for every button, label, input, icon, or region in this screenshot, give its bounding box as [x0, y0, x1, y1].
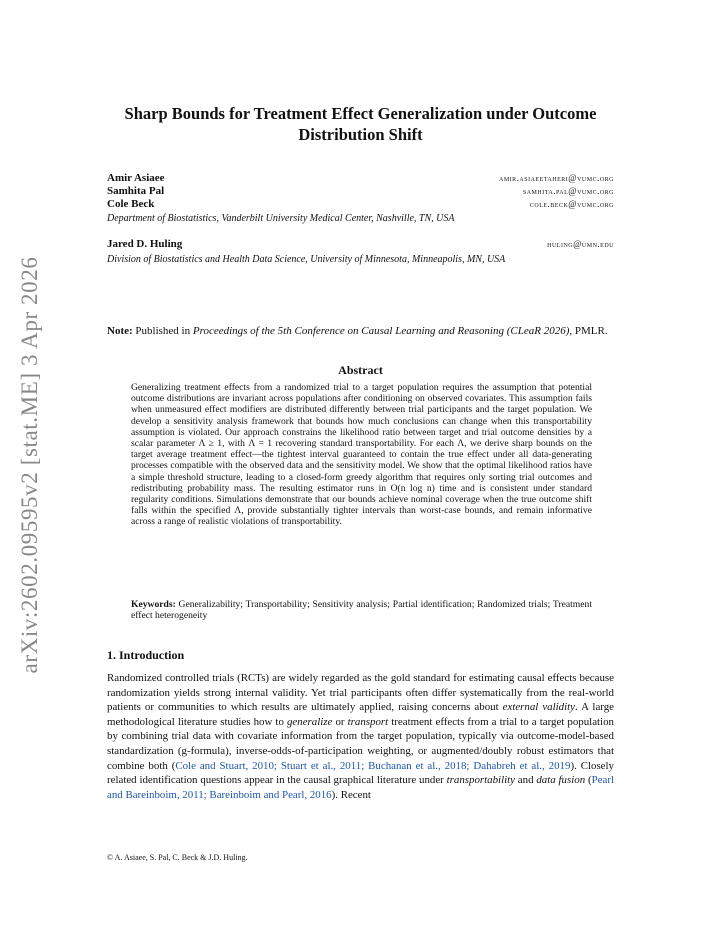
intro-text: Randomized controlled trials (RCTs) are widely regarded as the gold standard for estimating causal effects because randomization yields strong internal validity. Yet trial participants often differ systematically from the real-world patients or communities to which results are ultimately applied, raising concerns about	[107, 672, 614, 714]
intro-text: (	[585, 774, 592, 787]
intro-emphasis: external validity	[502, 701, 576, 714]
intro-emphasis: transportability	[446, 774, 515, 787]
author-name: Jared D. Huling	[107, 238, 183, 250]
author-row	[107, 238, 614, 251]
publication-note	[107, 324, 614, 338]
intro-text: or	[332, 715, 348, 728]
paper-title: Sharp Bounds for Treatment Effect Generalization under Outcome Distribution Shift	[124, 104, 597, 144]
intro-text: ). Recent	[331, 788, 371, 801]
intro-text: ). Closely related identification questions appear in the causal graphical literature under	[107, 759, 614, 787]
author-name: Cole Beck	[107, 198, 155, 210]
keywords	[131, 599, 592, 621]
intro-text: . A large methodological literature studies how to	[107, 701, 614, 728]
affiliation: Division of Biostatistics and Health Data Science, University of Minnesota, Minneapolis, MN, USA	[107, 254, 506, 265]
abstract-body: Generalizing treatment effects from a randomized trial to a target population requires the assumption that potential outcome distributions are invariant across populations after conditioning on observed covariates. This assumption fails when unmeasured effect modifiers are distributed differently between trial participants and the target population. We develop a sensitivity analysis framework that bounds how much conclusions can change when this transportability assumption is violated. Our approach constrains the likelihood ratio between target and trial outcome densities by a scalar parameter Λ ≥ 1, with Λ = 1 recovering standard transportability. For each Λ, we derive sharp bounds on the target average treatment effect—the tightest interval guaranteed to contain the true effect under all data-generating processes compatible with the observed data and the sensitivity model. We show that the optimal likelihood ratios have a simple threshold structure, leading to a closed-form greedy algorithm that requires only sorting trial outcomes and redistributing probability mass. The resulting estimator runs in O(n log n) time and is consistent under standard regularity conditions. Simulations demonstrate that our bounds achieve nominal coverage when the true outcome shift falls within the specified Λ, provide substantially tighter intervals than worst-case bounds, and remain informative across a range of realistic violations of transportability.	[131, 382, 592, 528]
note-label: Note:	[107, 325, 133, 337]
author-email: samhita.pal@vumc.org	[522, 186, 614, 196]
author-row	[107, 172, 614, 185]
author-email: amir.asiaeetaheri@vumc.org	[499, 173, 614, 183]
intro-text: and	[514, 774, 537, 787]
keywords-text: Generalizability; Transportability; Sensitivity analysis; Partial identification; Randomized trials; Treatment effect heterogeneity	[131, 599, 592, 622]
section-heading: 1. Introduction	[107, 648, 185, 662]
note-venue: Proceedings of the 5th Conference on Causal Learning and Reasoning (CLeaR 2026)	[192, 325, 570, 337]
keywords-label: Keywords:	[131, 599, 176, 610]
author-name: Amir Asiaee	[107, 172, 165, 184]
note-text: Published in	[132, 325, 193, 337]
abstract-heading: Abstract	[338, 363, 383, 377]
arxiv-id: arXiv:2602.09595v2 [stat.ME] 3 Apr 2026	[17, 256, 42, 674]
arxiv-sidebar-stamp	[8, 255, 52, 675]
author-email: cole.beck@vumc.org	[529, 199, 614, 209]
intro-text: treatment effects from a trial to a target population by combining trial data with covariate information from the target population, typically via outcome-model-based standardization (g-formula), inverse-odds-of-participation weighting, or augmented/doubly robust estimators that combine both (	[107, 715, 614, 772]
intro-emphasis: generalize	[286, 715, 333, 728]
copyright-footer: © A. Asiaee, S. Pal, C. Beck & J.D. Huling.	[107, 853, 248, 862]
affiliation: Department of Biostatistics, Vanderbilt University Medical Center, Nashville, TN, USA	[107, 213, 455, 224]
citation-link[interactable]: Pearl and Bareinboim, 2011; Bareinboim and Pearl, 2016	[107, 774, 614, 801]
author-row	[107, 185, 614, 198]
author-email: huling@umn.edu	[547, 239, 614, 249]
intro-emphasis: data fusion	[536, 774, 586, 787]
author-row	[107, 198, 614, 211]
author-name: Samhita Pal	[107, 185, 165, 197]
note-text: , PMLR.	[569, 325, 608, 337]
citation-link[interactable]: Cole and Stuart, 2010; Stuart et al., 2011; Buchanan et al., 2018; Dahabreh et al., 2019	[175, 759, 571, 772]
intro-emphasis: transport	[347, 715, 389, 728]
intro-paragraph	[107, 671, 614, 802]
